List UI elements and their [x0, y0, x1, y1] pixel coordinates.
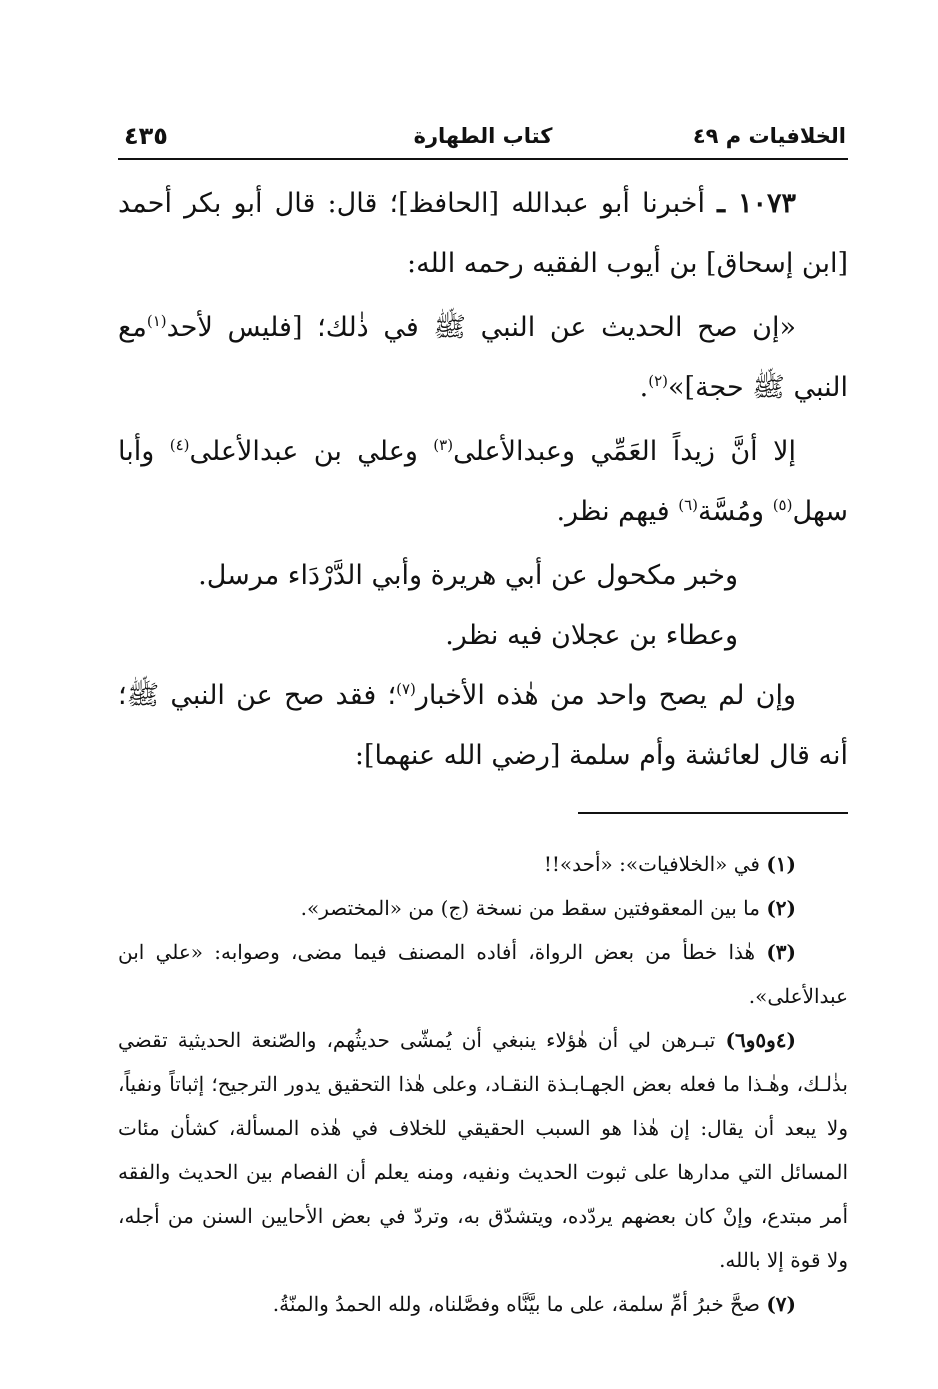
footnote-ref: (٦)	[678, 496, 699, 514]
quote-paragraph	[118, 298, 848, 418]
paragraph-text: إلا أنَّ زيداً العَمِّي وعبدالأعلى	[453, 436, 796, 467]
ata-paragraph	[118, 606, 848, 666]
footnote	[118, 842, 848, 886]
narrators-paragraph	[118, 422, 848, 542]
paragraph-text: وأبا سهل	[118, 436, 848, 527]
paragraph-text: وعطاء بن عجلان فيه نظر.	[445, 620, 738, 651]
footnote-number: (٢)	[766, 896, 796, 920]
footnote	[118, 930, 848, 1018]
paragraph-text: أخبرنا أبو عبدالله [الحافظ]؛ قال: قال أبو بكر أحمد [ابن إسحاق] بن أيوب الفقيه رحمه الله:	[118, 188, 848, 279]
footnote-text: هٰذا خطأ من بعض الرواة، أفاده المصنف فيما مضى، وصوابه: «علي ابن عبدالأعلى».	[118, 940, 848, 1008]
footnote-ref: (٢)	[648, 372, 669, 390]
makhul-paragraph	[118, 546, 848, 606]
footnote	[118, 1282, 848, 1326]
footnotes	[118, 842, 848, 1326]
footnote	[118, 886, 848, 930]
hadith-number: ١٠٧٣ ـ	[717, 188, 796, 219]
footnote-number: (٤و٥و٦)	[725, 1028, 797, 1052]
footnote-ref: (٥)	[772, 496, 793, 514]
paragraph-text: فيهم نظر.	[556, 496, 670, 527]
footnote-text: تبـرهن لي أن هٰؤلاء ينبغي أن يُمشّى حديثُهم، والصّنعة الحديثية تقضي بذٰلـك، وهٰـذا ما فعله بعض الجهـابـذة النقـاد، وعلى هٰذا التحقيق يدور الترجيح؛ إثباتاً ونفياً، ولا يبعد أن يقال: إن هٰذا هو السبب الحقيقي للخلاف في هٰذه المسألة، كشأن مئات المسائل التي مدارها على ثبوت الحديث ونفيه، ومنه يعلم أن الفصام بين الحديث والفقه أمر مبتدع، وإنْ كان بعضهم يردّده، ويتشدّق به، وتردّ في بعض الأحايين السنن من أجله، ولا قوة إلا بالله.	[118, 1028, 848, 1272]
paragraph-text: وعلي بن عبدالأعلى	[189, 436, 418, 467]
paragraph-text: وخبر مكحول عن أبي هريرة وأبي الدَّرْدَاء مرسل.	[198, 560, 738, 591]
conclusion-paragraph	[118, 666, 848, 786]
footnote-text: في «الخلافيات»: «أحد»!!	[543, 852, 760, 876]
footnote-ref: (١)	[146, 312, 167, 330]
footnote-number: (١)	[766, 852, 796, 876]
footnote-ref: (٧)	[396, 680, 416, 698]
running-header	[118, 110, 848, 160]
paragraph-text: مع النبي ﷺ حجة]»	[118, 312, 848, 403]
footnote-number: (٧)	[766, 1292, 796, 1316]
footnote-number: (٣)	[766, 940, 797, 964]
footnote-ref: (٣)	[433, 436, 454, 454]
footnote	[118, 1018, 848, 1282]
paragraph-text: وإن لم يصح واحد من هٰذه الأخبار	[415, 680, 796, 711]
paragraph-text: ومُسَّة	[698, 496, 765, 527]
footnote-divider	[578, 812, 848, 814]
hadith-paragraph	[118, 174, 848, 294]
book-page	[118, 110, 848, 1350]
paragraph-text: .	[639, 372, 649, 403]
footnote-text: صحَّ خبرُ أمِّ سلمة، على ما بيَّنَّاه وفصَّلناه، ولله الحمدُ والمنّةُ.	[272, 1292, 760, 1316]
paragraph-text: «إن صح الحديث عن النبي ﷺ في ذٰلك؛ [فليس لأحد	[166, 312, 796, 343]
main-text	[118, 174, 848, 786]
header-book-part: الخلافيات م ٤٩	[692, 124, 846, 148]
page-number: ٤٣٥	[124, 122, 168, 150]
paragraph-text: ؛ فقد صح عن النبي ﷺ؛ أنه قال لعائشة وأم سلمة [رضي الله عنهما]:	[118, 680, 848, 771]
footnote-ref: (٤)	[169, 436, 190, 454]
header-chapter-title: كتاب الطهارة	[413, 124, 553, 148]
footnote-text: ما بين المعقوفتين سقط من نسخة (ج) من «المختصر».	[300, 896, 760, 920]
